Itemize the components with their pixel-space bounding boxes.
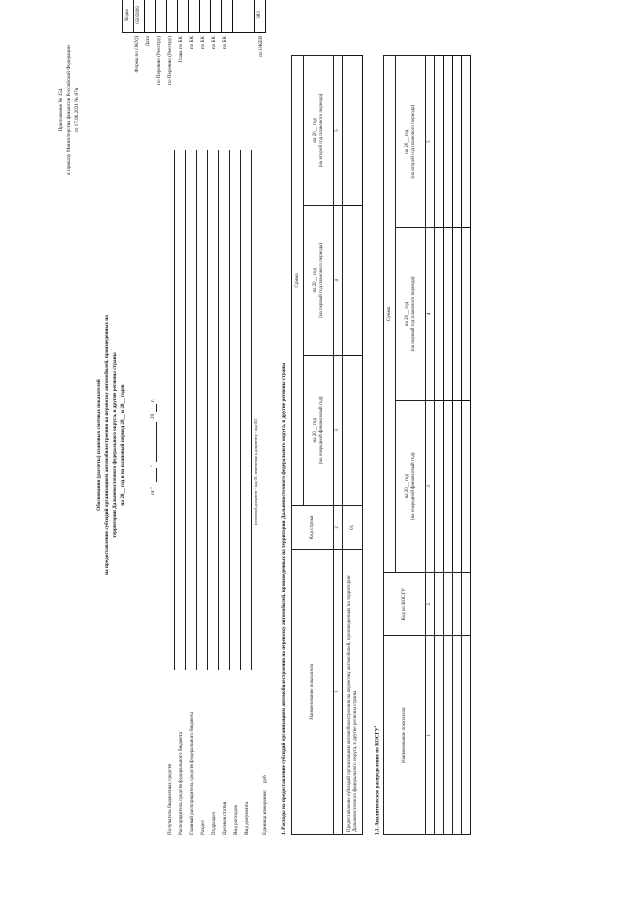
date-year: 20 <box>150 413 156 419</box>
s11-header-col3-year: на 20__ год <box>404 474 410 499</box>
section-1-1-title-text: 1.1. Аналитическое распределение по КОСГУ <box>374 727 381 835</box>
code-value-bk-4 <box>222 0 233 33</box>
s11-header-col5-year: на 20__ год <box>404 129 410 154</box>
code-label-4: Глава по БК <box>178 36 184 63</box>
section-1-table <box>291 55 363 835</box>
s11-row-2-name <box>444 636 453 835</box>
codes-table <box>122 0 266 33</box>
s1-row-name: Предоставление субсидий организациям автомобилестроения на перевозку автомобилей, произведенных на территории Дальневосточного федерального округа, в другие регионы страны <box>343 549 363 834</box>
date-quote: " <box>150 464 156 467</box>
s1-num-4: 4 <box>334 205 343 355</box>
section-1-title: 1. Расходы на предоставление субсидий организациям автомобилестроения на перевозку автомобилей, произведенных на территории Дальневосточного федерального округа, в другие регионы страны <box>281 362 287 835</box>
s11-row-2-val-1 <box>444 400 453 572</box>
s1-row-val-3 <box>343 56 363 206</box>
field-line-subsection <box>218 150 219 670</box>
date-day-line <box>156 468 157 482</box>
s11-header-col4 <box>396 228 426 400</box>
code-value-chapter <box>178 0 189 33</box>
s11-row-4-code <box>462 573 471 636</box>
code-value-okei: 383 <box>255 0 266 33</box>
s11-header-col4-desc: (на первый год планового периода) <box>410 276 416 352</box>
s1-header-col3-desc: (на очередной финансовый год) <box>318 396 324 465</box>
field-label-recipient: Получатель бюджетных средств <box>167 764 173 835</box>
title-line-4: на 20__ год и на плановый период 20__ и 20__ годов <box>120 384 126 506</box>
s1-header-col4 <box>304 205 334 355</box>
code-label-0: Форма по ОКУД <box>134 36 140 73</box>
s11-row-4-val-1 <box>462 400 471 572</box>
s11-header-col3 <box>396 400 426 572</box>
field-label-doc-type: Вид документа <box>244 801 250 835</box>
title-line-1: Обоснования (расчеты) плановых сметных показателей <box>96 379 102 511</box>
s11-row-1-code <box>435 573 444 636</box>
s1-header-sum: Сумма <box>292 56 304 506</box>
s1-row-val-2 <box>343 205 363 355</box>
date-year-line <box>156 404 157 412</box>
code-label-1: Дата <box>145 36 151 47</box>
s1-header-col5-desc: (на второй год планового периода) <box>318 93 324 168</box>
s11-num-1: 1 <box>426 636 435 835</box>
s1-header-col4-year: на 20__ год <box>312 268 318 293</box>
field-label-expense-type: Вид расходов <box>233 805 239 835</box>
s1-row-code: 01 <box>343 505 363 549</box>
s11-header-code: Код по КОСГУ <box>384 573 426 636</box>
date-from: от " <box>150 486 156 495</box>
code-label-8: по БК <box>222 36 228 50</box>
s11-row-1-val-3 <box>435 56 444 228</box>
s11-num-4: 4 <box>426 228 435 400</box>
appendix-line-2: к приказу Министерства финансов Российской Федерации <box>66 45 72 175</box>
field-label-subsection: Подраздел <box>211 811 217 835</box>
s11-row-1-name <box>435 636 444 835</box>
s11-header-col5 <box>396 56 426 228</box>
s11-header-col5-desc: (на второй год планового периода) <box>410 104 416 179</box>
s11-row-4-val-2 <box>462 228 471 400</box>
section-1-1-title <box>372 726 381 835</box>
s11-row-3-val-2 <box>453 228 462 400</box>
unit-value: руб <box>262 775 268 783</box>
code-value-okud: 0505699 <box>134 0 145 33</box>
s11-num-5: 5 <box>426 56 435 228</box>
field-line-expense-type <box>240 150 241 670</box>
code-label-6: по БК <box>200 36 206 50</box>
codes-header: Коды <box>123 0 134 33</box>
field-line-distributor <box>185 150 186 670</box>
unit-label: Единица измерения: <box>262 789 268 835</box>
s1-header-name: Наименование показателя <box>292 549 334 834</box>
code-value-registry-1 <box>156 0 167 33</box>
appendix-line-3: от 17.06.2021 № 87н <box>74 87 80 133</box>
s11-row-2-code <box>444 573 453 636</box>
s1-num-3: 3 <box>334 355 343 505</box>
s1-num-2: 2 <box>334 505 343 549</box>
field-line-target <box>229 150 230 670</box>
s11-row-4-val-3 <box>462 56 471 228</box>
s11-row-3-val-3 <box>453 56 462 228</box>
title-line-2: на предоставление субсидий организациям автомобилестроения на перевозку автомобилей, произведенных на <box>104 315 110 575</box>
s1-num-5: 5 <box>334 56 343 206</box>
field-label-distributor: Распорядитель средств федерального бюджета <box>178 731 184 835</box>
doc-type-hint: (основной документ - код 01; изменения к документу - код 02) <box>253 419 258 525</box>
field-label-section: Раздел <box>200 820 206 835</box>
field-line-section <box>207 150 208 670</box>
s11-row-1-val-1 <box>435 400 444 572</box>
s1-header-col4-desc: (на первый год планового периода) <box>318 242 324 318</box>
field-label-target: Целевая статья <box>222 801 228 835</box>
date-suffix: г. <box>150 399 156 402</box>
code-label-2: по Перечню (Реестру) <box>156 36 162 85</box>
code-value-registry-2 <box>167 0 178 33</box>
s11-row-3-val-1 <box>453 400 462 572</box>
s11-row-2-val-3 <box>444 56 453 228</box>
s11-row-4-name <box>462 636 471 835</box>
s11-header-sum: Сумма <box>384 56 396 573</box>
title-line-3: территории Дальневосточного федерального округа, в другие регионы страны <box>112 352 118 538</box>
code-value-doc <box>233 0 255 33</box>
field-line-doc-type <box>251 150 252 670</box>
section-1-1-table <box>383 55 471 835</box>
s1-header-code: Код строки <box>292 505 334 549</box>
s11-num-2: 2 <box>426 573 435 636</box>
code-label-7: по БК <box>211 36 217 50</box>
s1-row-val-1 <box>343 355 363 505</box>
s11-header-col4-year: на 20__ год <box>404 301 410 327</box>
code-value-bk-3 <box>211 0 222 33</box>
s11-row-2-val-2 <box>444 228 453 400</box>
s11-row-3-code <box>453 573 462 636</box>
code-label-5: по БК <box>189 36 195 50</box>
s11-header-col3-desc: (на очередной финансовый год) <box>410 452 416 521</box>
field-label-main-distributor: Главный распорядитель средств федерального бюджета <box>189 711 195 835</box>
s1-header-col3-year: на 20__ год <box>312 418 318 443</box>
s11-row-3-name <box>453 636 462 835</box>
code-label-10: по ОКЕИ <box>258 36 264 57</box>
field-line-main-distributor <box>196 150 197 670</box>
code-value-bk-2 <box>200 0 211 33</box>
s1-num-1: 1 <box>334 549 343 834</box>
s11-row-1-val-2 <box>435 228 444 400</box>
s11-header-name: Наименование показателя <box>384 636 426 835</box>
code-value-bk-1 <box>189 0 200 33</box>
code-label-3: по Перечню (Реестру) <box>167 36 173 85</box>
s1-header-col5 <box>304 56 334 206</box>
s1-header-col3 <box>304 355 334 505</box>
s1-header-col5-year: на 20__ год <box>312 118 318 143</box>
field-line-recipient <box>174 150 175 670</box>
section-1-1-sup: 1 <box>373 725 377 728</box>
date-month-line <box>156 422 157 462</box>
appendix-line-1: Приложение № 154 <box>58 88 64 132</box>
code-value-date <box>145 0 156 33</box>
s11-num-3: 3 <box>426 400 435 572</box>
